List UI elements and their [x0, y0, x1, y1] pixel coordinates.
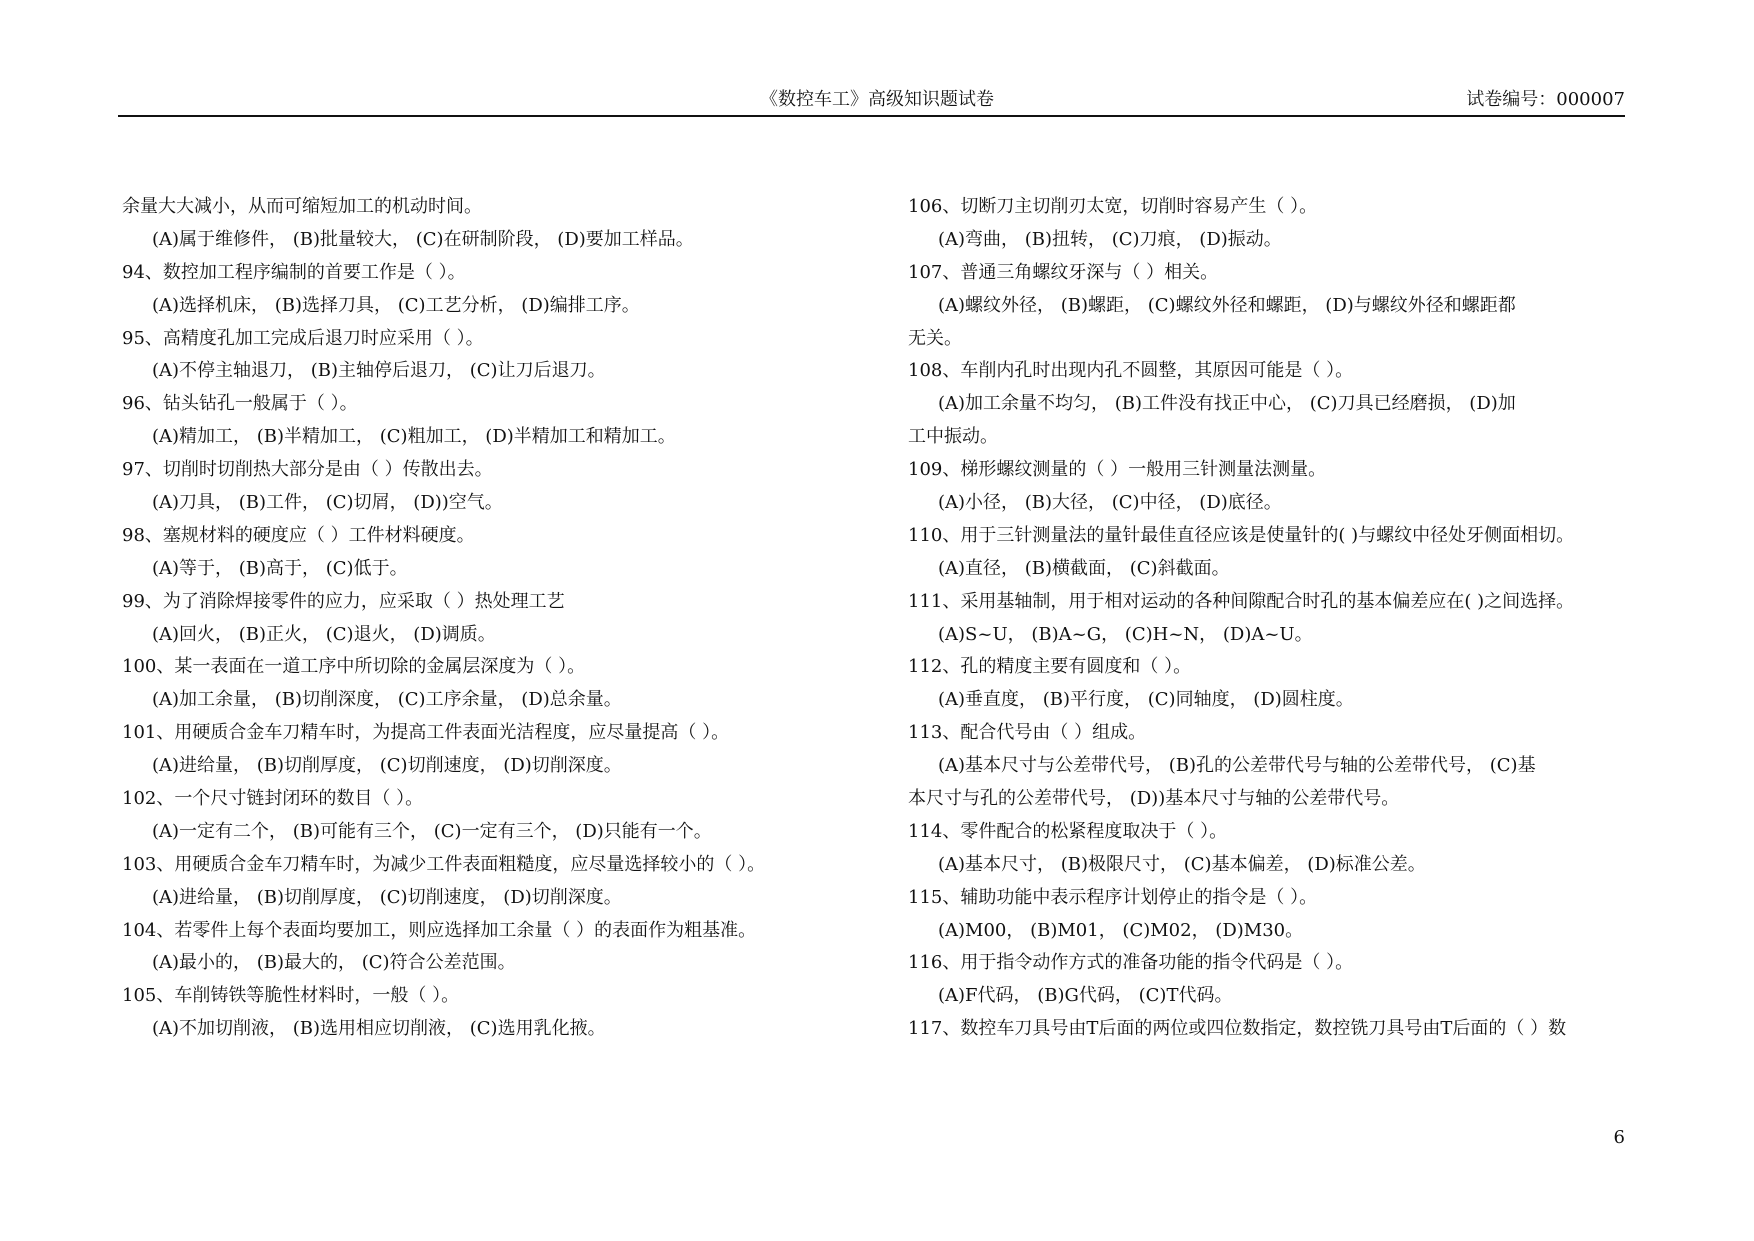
question-text-line: 本尺寸与孔的公差带代号， (D))基本尺寸与轴的公差带代号。: [908, 788, 1400, 810]
answer-options-line: (A)加工余量不均匀， (B)工件没有找正中心， (C)刀具已经磨损， (D)加: [938, 393, 1516, 415]
answer-options-line: (A)基本尺寸与公差带代号， (B)孔的公差带代号与轴的公差带代号， (C)基: [938, 755, 1536, 777]
answer-options-line: (A)进给量， (B)切削厚度， (C)切削速度， (D)切削深度。: [152, 886, 622, 908]
question-text-line: 106、切断刀主切削刃太宽，切削时容易产生（ ）。: [908, 196, 1318, 217]
answer-options-line: (A)等于， (B)高于， (C)低于。: [152, 557, 408, 579]
answer-options-line: (A)不停主轴退刀， (B)主轴停后退刀， (C)让刀后退刀。: [152, 360, 606, 382]
question-text-line: 113、配合代号由（ ）组成。: [908, 722, 1147, 744]
answer-options-line: (A)螺纹外径， (B)螺距， (C)螺纹外径和螺距， (D)与螺纹外径和螺距都: [938, 294, 1516, 316]
exam-code: 试卷编号：000007: [1466, 89, 1625, 110]
answer-options-line: (A)一定有二个， (B)可能有三个， (C)一定有三个， (D)只能有一个。: [152, 820, 712, 842]
header-divider: [118, 115, 1625, 117]
answer-options-line: (A)属于维修件， (B)批量较大， (C)在研制阶段， (D)要加工样品。: [152, 228, 694, 250]
answer-options-line: (A)回火， (B)正火， (C)退火， (D)调质。: [152, 623, 496, 645]
question-text-line: 工中振动。: [908, 426, 998, 448]
answer-options-line: (A)F代码， (B)G代码， (C)T代码。: [938, 985, 1233, 1007]
question-text-line: 100、某一表面在一道工序中所切除的金属层深度为（ ）。: [122, 656, 586, 678]
question-text-line: 98、塞规材料的硬度应（ ）工件材料硬度。: [122, 524, 475, 546]
question-text-line: 96、钻头钻孔一般属于（ ）。: [122, 393, 358, 415]
question-text-line: 95、高精度孔加工完成后退刀时应采用（ ）。: [122, 327, 484, 349]
question-text-line: 余量大大减小，从而可缩短加工的机动时间。: [122, 196, 482, 217]
question-text-line: 105、车削铸铁等脆性材料时，一般（ ）。: [122, 985, 460, 1007]
answer-options-line: (A)不加切削液， (B)选用相应切削液， (C)选用乳化掖。: [152, 1018, 606, 1040]
answer-options-line: (A)S~U， (B)A~G， (C)H~N， (D)A~U。: [938, 623, 1313, 645]
page-header-title: 《数控车工》高级知识题试卷: [760, 89, 994, 110]
answer-options-line: (A)垂直度， (B)平行度， (C)同轴度， (D)圆柱度。: [938, 689, 1354, 711]
answer-options-line: (A)基本尺寸， (B)极限尺寸， (C)基本偏差， (D)标准公差。: [938, 853, 1426, 875]
question-text-line: 99、为了消除焊接零件的应力，应采取（ ）热处理工艺: [122, 590, 565, 612]
answer-options-line: (A)M00， (B)M01， (C)M02， (D)M30。: [938, 919, 1304, 941]
left-question-column: [122, 191, 822, 1046]
question-text-line: 110、用于三针测量法的量针最佳直径应该是使量针的( )与螺纹中径处牙侧面相切。: [908, 524, 1575, 546]
answer-options-line: (A)加工余量， (B)切削深度， (C)工序余量， (D)总余量。: [152, 689, 622, 711]
question-text-line: 102、一个尺寸链封闭环的数目（ ）。: [122, 788, 424, 810]
answer-options-line: (A)小径， (B)大径， (C)中径， (D)底径。: [938, 492, 1282, 514]
answer-options-line: (A)直径， (B)横截面， (C)斜截面。: [938, 557, 1230, 579]
answer-options-line: (A)进给量， (B)切削厚度， (C)切削速度， (D)切削深度。: [152, 755, 622, 777]
question-text-line: 116、用于指令动作方式的准备功能的指令代码是（ ）。: [908, 952, 1354, 974]
question-text-line: 104、若零件上每个表面均要加工，则应选择加工余量（ ）的表面作为粗基准。: [122, 919, 757, 941]
question-text-line: 117、数控车刀具号由T后面的两位或四位数指定，数控铣刀具号由T后面的（ ）数: [908, 1018, 1567, 1040]
question-text-line: 94、数控加工程序编制的首要工作是（ ）。: [122, 261, 466, 283]
answer-options-line: (A)弯曲， (B)扭转， (C)刀痕， (D)振动。: [938, 228, 1282, 250]
question-text-line: 111、采用基轴制，用于相对运动的各种间隙配合时孔的基本偏差应在( )之间选择。: [908, 590, 1575, 612]
question-text-line: 103、用硬质合金车刀精车时，为减少工件表面粗糙度，应尽量选择较小的（ ）。: [122, 853, 766, 875]
question-text-line: 109、梯形螺纹测量的（ ）一般用三针测量法测量。: [908, 459, 1327, 481]
question-text-line: 114、零件配合的松紧程度取决于（ ）。: [908, 820, 1228, 842]
answer-options-line: (A)选择机床， (B)选择刀具， (C)工艺分析， (D)编排工序。: [152, 294, 640, 316]
answer-options-line: (A)刀具， (B)工件， (C)切屑， (D))空气。: [152, 492, 503, 514]
right-question-column: [908, 191, 1628, 1046]
answer-options-line: (A)最小的， (B)最大的， (C)符合公差范围。: [152, 952, 516, 974]
answer-options-line: (A)精加工， (B)半精加工， (C)粗加工， (D)半精加工和精加工。: [152, 426, 676, 448]
question-text-line: 112、孔的精度主要有圆度和（ ）。: [908, 656, 1192, 678]
question-text-line: 无关。: [908, 327, 962, 349]
question-text-line: 115、辅助功能中表示程序计划停止的指令是（ ）。: [908, 886, 1318, 908]
question-text-line: 101、用硬质合金车刀精车时，为提高工件表面光洁程度，应尽量提高（ ）。: [122, 722, 730, 744]
question-text-line: 108、车削内孔时出现内孔不圆整，其原因可能是（ ）。: [908, 360, 1354, 382]
page-number: 6: [1613, 1127, 1625, 1148]
question-text-line: 97、切削时切削热大部分是由（ ）传散出去。: [122, 459, 493, 481]
question-text-line: 107、普通三角螺纹牙深与（ ）相关。: [908, 261, 1219, 283]
